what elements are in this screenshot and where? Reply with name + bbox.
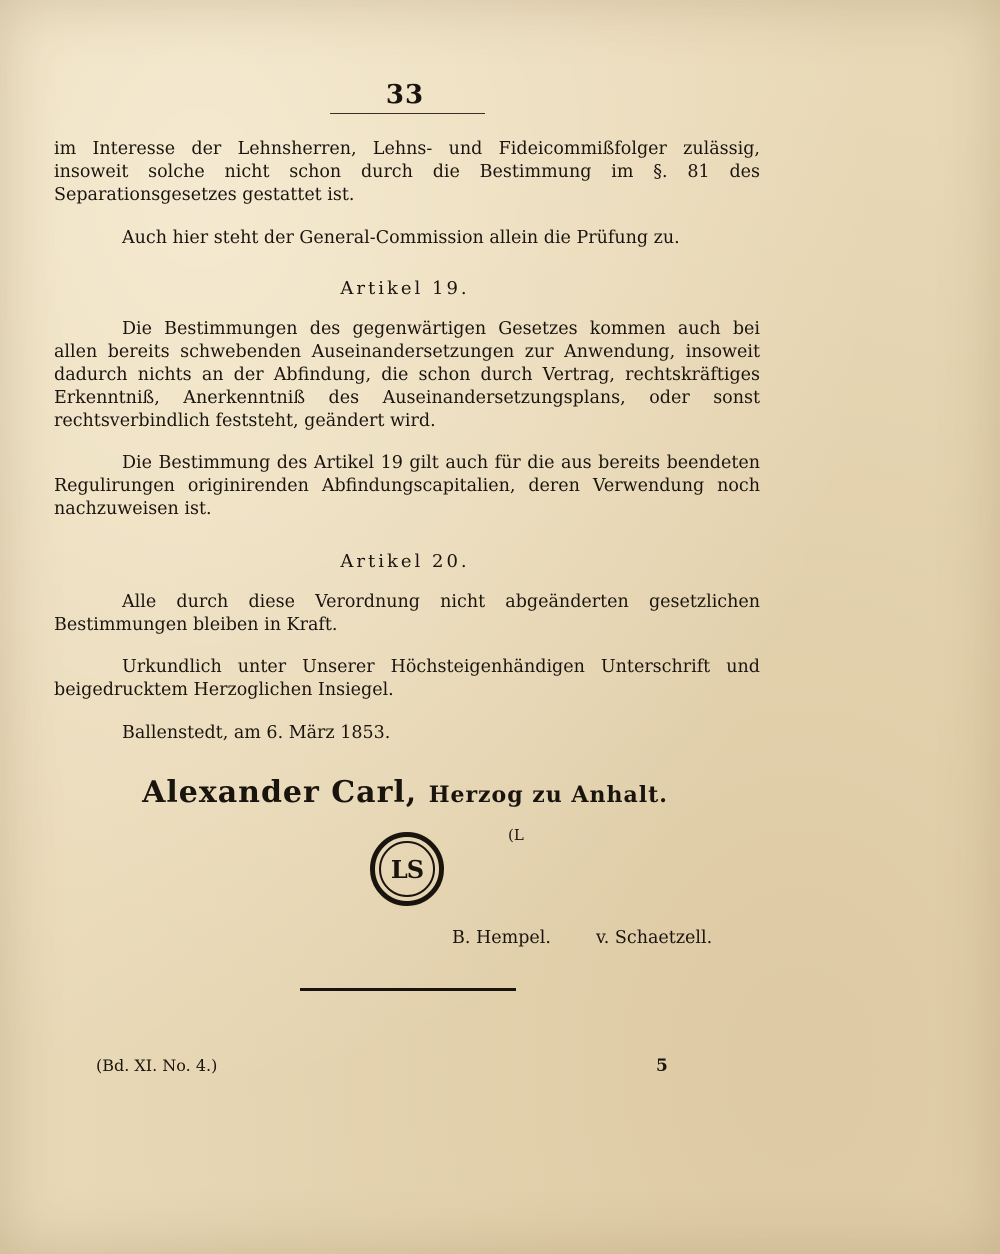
page-number: 33 [385,80,425,110]
signature-name: Alexander Carl, [142,775,418,810]
ducal-signature [0,775,810,810]
footer-signature-mark: 5 [656,1056,668,1076]
footer-volume-reference: (Bd. XI. No. 4.) [96,1056,218,1075]
paragraph-general-commission: Auch hier steht der General-Commission allein die Prüfung zu. [122,228,680,248]
countersignature-hempel: B. Hempel. [452,928,551,948]
paragraph-continuation: im Interesse der Lehnsherren, Lehns- und Fideicommißfolger zulässig, insoweit solche nicht schon durch die Bestimmung im §. 81 des Separationsgesetzes gestattet ist. [54,139,760,205]
heading-article-20: Artikel 20. [340,551,470,572]
paragraph-article-19: Die Bestimmungen des gegenwärtigen Gesetzes kommen auch bei allen bereits schwebenden Auseinandersetzungen zur Anwendung, insoweit dadurch nichts an der Abfindung, die schon durch Vertrag, rechtskräftiges Erkenntniß, Anerkenntniß des Auseinandersetzungsplans, oder sonst rechtsverbindlich feststeht, geändert wird. [54,319,760,431]
seal-ls-text: LS [379,841,435,897]
paragraph-abfindungscapitalien: Die Bestimmung des Artikel 19 gilt auch für die aus bereits beendeten Regulirungen originirenden Abfindungscapitalien, deren Verwendung noch nachzuweisen ist. [54,453,760,519]
paragraph-article-20: Alle durch diese Verordnung nicht abgeänderten gesetzlichen Bestimmungen bleiben in Kraft. [54,592,760,635]
header-rule [330,113,485,114]
closing-rule [300,988,516,991]
countersignature-schaetzell: v. Schaetzell. [596,928,713,948]
paragraph-attestation: Urkundlich unter Unserer Höchsteigenhändigen Unterschrift und beigedrucktem Herzoglichen Insiegel. [54,657,760,700]
heading-article-19: Artikel 19. [340,278,470,299]
seal-margin-mark: (L [508,826,524,844]
signature-title: Herzog zu Anhalt. [428,782,668,808]
place-date-line: Ballenstedt, am 6. März 1853. [122,723,391,743]
seal-ls-icon [370,832,444,906]
